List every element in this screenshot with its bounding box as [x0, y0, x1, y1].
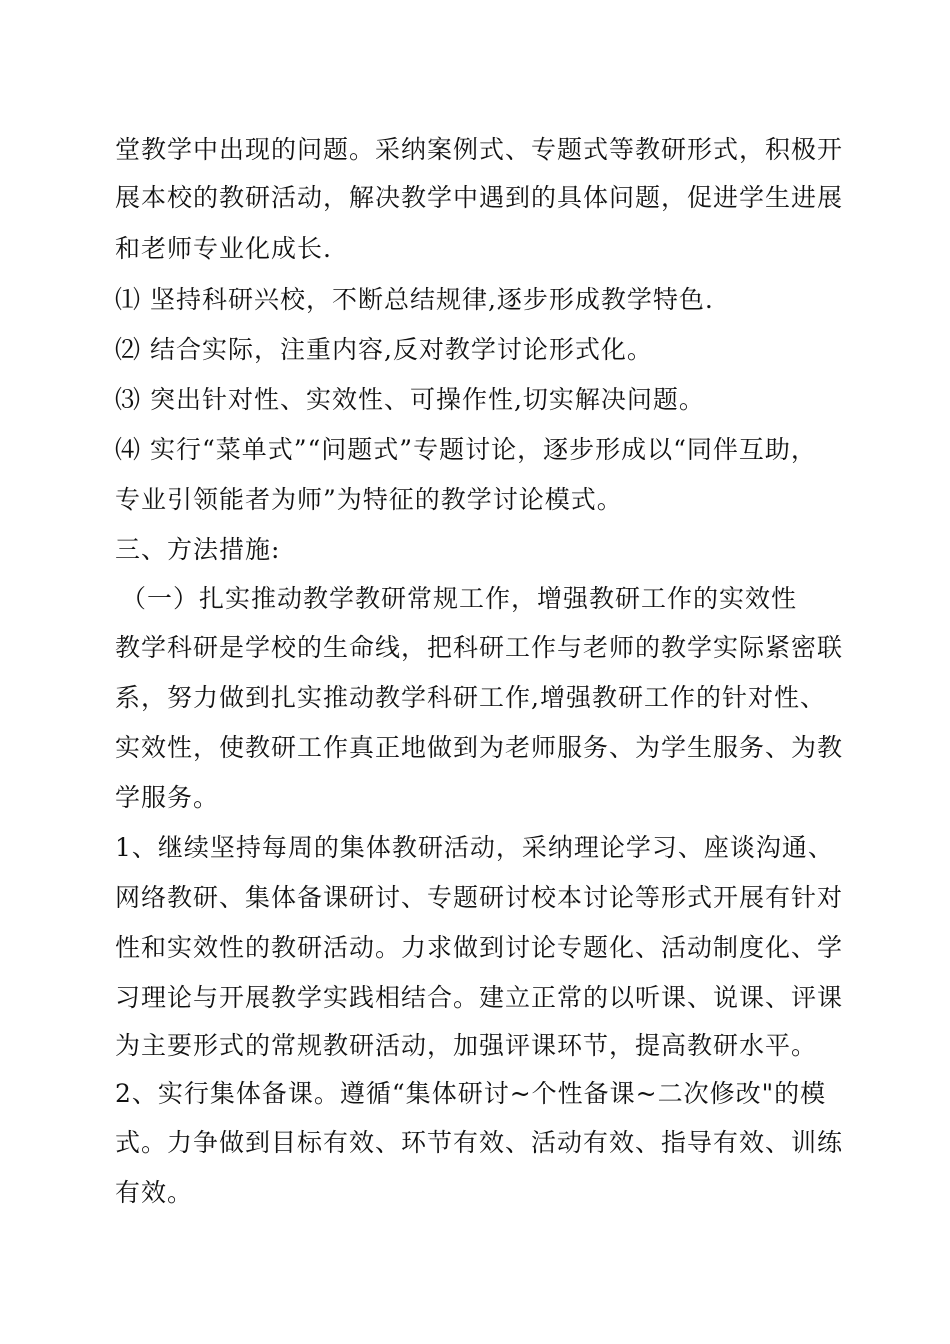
item-1-line-3: 性和实效性的教研活动。力求做到讨论专题化、活动制度化、学: [115, 933, 844, 962]
body-line-7: 学服务。: [115, 783, 220, 812]
item-1-line-5: 为主要形式的常规教研活动，加强评课环节，提高教研水平。: [115, 1031, 818, 1060]
item-2-line-1: 2、实行集体备课。遵循“集体研讨~个性备课~二次修改"的模: [115, 1079, 827, 1108]
list-item-1: ⑴ 坚持科研兴校，不断总结规律,逐步形成教学特色.: [115, 285, 714, 314]
list-item-2: ⑵ 结合实际，注重内容,反对教学讨论形式化。: [115, 335, 653, 364]
item-2-line-3: 有效。: [115, 1178, 194, 1207]
body-line-4: 教学科研是学校的生命线，把科研工作与老师的教学实际紧密联: [115, 633, 844, 662]
item-1-line-1: 1、继续坚持每周的集体教研活动，采纳理论学习、座谈沟通、: [115, 833, 834, 862]
item-1-line-4: 习理论与开展教学实践相结合。建立正常的以听课、说课、评课: [115, 983, 844, 1012]
item-1-line-2: 网络教研、集体备课研讨、专题研讨校本讨论等形式开展有针对: [115, 883, 844, 912]
item-2-line-2: 式。力争做到目标有效、环节有效、活动有效、指导有效、训练: [115, 1128, 844, 1157]
list-item-3: ⑶ 突出针对性、实效性、可操作性,切实解决问题。: [115, 385, 705, 414]
subsection-heading: （一）扎实推动教学教研常规工作，增强教研工作的实效性: [121, 584, 798, 613]
list-item-4-cont: 专业引领能者为师”为特征的教学讨论模式。: [115, 485, 623, 514]
body-line-1: 堂教学中出现的问题。采纳案例式、专题式等教研形式，积极开: [115, 135, 844, 164]
body-line-3: 和老师专业化成长.: [115, 234, 332, 263]
section-heading: 三、方法措施:: [115, 535, 281, 564]
list-item-4: ⑷ 实行“菜单式”“问题式”专题讨论，逐步形成以“同伴互助，: [115, 435, 817, 464]
body-line-6: 实效性，使教研工作真正地做到为老师服务、为学生服务、为教: [115, 733, 844, 762]
body-line-2: 展本校的教研活动，解决教学中遇到的具体问题，促进学生进展: [115, 183, 844, 212]
body-line-5: 系，努力做到扎实推动教学科研工作,增强教研工作的针对性、: [115, 683, 826, 712]
